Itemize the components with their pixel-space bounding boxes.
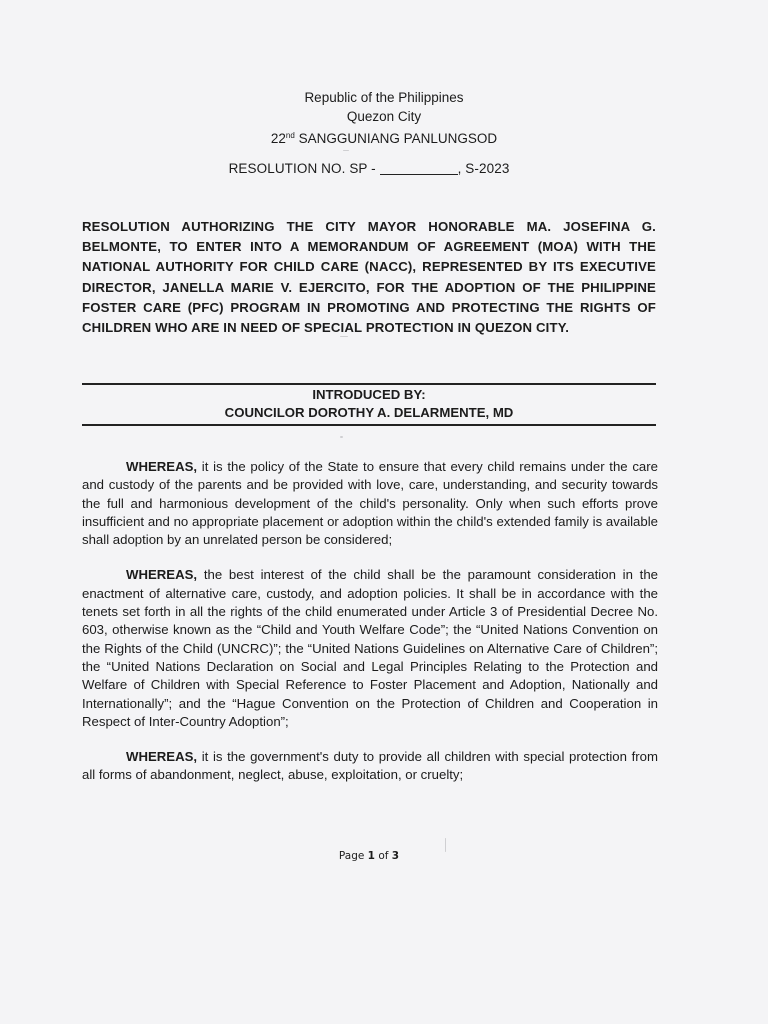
council-ordinal: nd: [285, 131, 295, 140]
resolution-number: [0, 161, 738, 176]
resolution-suffix: , S-2023: [457, 161, 510, 176]
scan-speck: [343, 150, 349, 151]
whereas-paragraph: [82, 458, 658, 549]
whereas-lead: WHEREAS,: [126, 459, 198, 474]
whereas-text: the best interest of the child shall be the paramount consideration in the enactment of alternative care, custody, and adoption policies. It shall be in accordance with the tenets set forth in all the rights of the child enumerated under Article 3 of Presidential Decree No. 603, otherwise known as the “Child and Youth Welfare Code”; the “United Nations Convention on the Rights of the Child (UNCRC)”; the “United Nations Guidelines on Alternative Care of Children”; the “United Nations Declaration on Social and Legal Principles Relating to the Protection and Welfare of Children with Special Reference to Foster Placement and Adoption, Nationally and Internationally”; and the “Hague Convention on the Protection of Children and Cooperation in Respect of Inter-Country Adoption”;: [82, 567, 658, 729]
scan-speck: [340, 436, 343, 438]
page-total: 3: [391, 850, 400, 862]
page-word: Page: [338, 850, 368, 862]
whereas-lead: WHEREAS,: [126, 749, 198, 765]
divider-top: [82, 383, 656, 385]
whereas-paragraph: [82, 748, 658, 785]
divider-bottom: [82, 424, 656, 426]
resolution-body: [82, 458, 658, 802]
whereas-text: it is the government's duty to provide all children with special protection from all forms of abandonment, neglect, abuse, exploitation, or cruelty;: [82, 749, 658, 783]
council-name: SANGGUNIANG PANLUNGSOD: [294, 131, 498, 146]
country-line: Republic of the Philippines: [304, 90, 464, 105]
scan-speck: [445, 838, 446, 852]
whereas-paragraph: [82, 566, 658, 731]
resolution-prefix: RESOLUTION NO. SP -: [228, 161, 380, 176]
introducer-name: COUNCILOR DOROTHY A. DELARMENTE, MD: [224, 405, 514, 420]
council-number: 22: [270, 131, 286, 146]
resolution-number-blank: [380, 162, 458, 175]
page-current: 1: [367, 850, 375, 862]
page-of: of: [374, 850, 392, 862]
introduced-by-label: INTRODUCED BY:: [312, 387, 426, 402]
introduced-by-block: [82, 386, 656, 422]
city-line: Quezon City: [346, 109, 422, 124]
resolution-title: RESOLUTION AUTHORIZING THE CITY MAYOR HONORABLE MA. JOSEFINA G. BELMONTE, TO ENTER INTO A MEMORANDUM OF AGREEMENT (MOA) WITH THE NATIONAL AUTHORITY FOR CHILD CARE (NACC), REPRESENTED BY ITS EXECUTIVE DIRECTOR, JANELLA MARIE V. EJERCITO, FOR THE ADOPTION OF THE PHILIPPINE FOSTER CARE (PFC) PROGRAM IN PROMOTING AND PROTECTING THE RIGHTS OF CHILDREN WHO ARE IN NEED OF SPECIAL PROTECTION IN QUEZON CITY.: [82, 219, 656, 336]
council-line: [0, 126, 768, 148]
page-number: [0, 850, 738, 862]
whereas-lead: WHEREAS,: [126, 567, 198, 583]
letterhead: [0, 88, 768, 148]
scan-speck: [340, 336, 348, 337]
whereas-text: it is the policy of the State to ensure that every child remains under the care and custody of the parents and be provided with love, care, understanding, and security towards the full and harmonious development of the child's personality. Only when such efforts prove insufficient and no appropriate placement or adoption within the child's extended family is available shall adoption by an unrelated person be considered;: [82, 459, 658, 548]
